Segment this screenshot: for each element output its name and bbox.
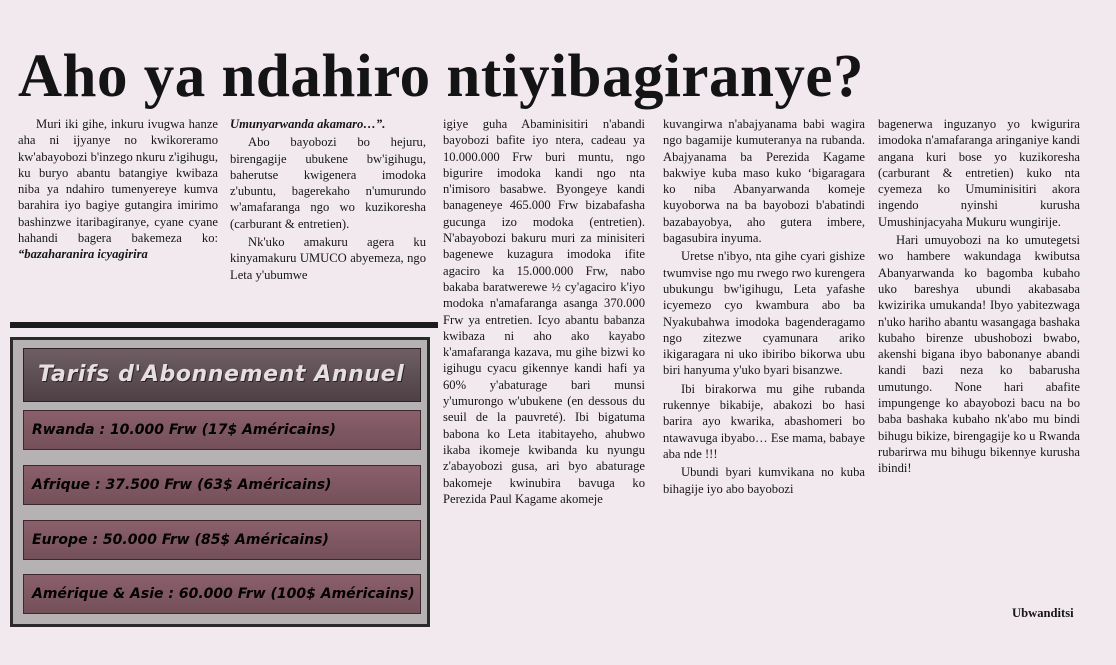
paragraph: Nk'uko amakuru agera ku kinyamakuru UMUCO abyemeza, ngo Leta y'ubumwe: [230, 235, 426, 282]
subscription-rates-box: [10, 337, 430, 627]
paragraph: [230, 116, 426, 132]
paragraph-text: Muri iki gihe, inkuru ivugwa hanze aha ni ijyanye no kwikoreramo kw'abayobozi b'inzego nkuru z'igihugu, ku buryo abantu batangiye kwibaza niba ya ndahiro tumenyereye kumva barahira iyo bagiye gutangira imirimo bashinzwe itaribagiranye, cyane cyane hahandi bagera bakemeza ko:: [18, 117, 218, 246]
signature: Ubwanditsi: [1012, 606, 1074, 620]
paragraph: Abo bayobozi bo hejuru, birengagije ubukene bw'igihugu, baherutse kwigenera imodoka z'ubuntu, bagerekaho n'umurundo w'amafaranga ngo wo kuzikoresha (carburant & entretien).: [230, 135, 426, 231]
rate-row-rwanda: Rwanda : 10.000 Frw (17$ Américains): [23, 410, 421, 450]
rate-row-amerique-asie: Amérique & Asie : 60.000 Frw (100$ Américains): [23, 574, 421, 614]
rate-row-europe: Europe : 50.000 Frw (85$ Américains): [23, 520, 421, 560]
article-column-5: [878, 116, 1080, 477]
article-column-1: [18, 116, 218, 263]
paragraph: kuvangirwa n'abajyanama babi wagira ngo bagamije kumuteranya na rubanda. Abajyanama ba Perezida Kagame bakwiye kuba maso kuko ‘bigaragara ko niba Abanyarwanda komeje kuyoborwa na ba bayobozi b'abatindi bazabayobya, aho gutera imbere, bagasubira inyuma.: [663, 117, 865, 246]
subscription-rates-title: Tarifs d'Abonnement Annuel: [23, 348, 421, 402]
rate-row-afrique: Afrique : 37.500 Frw (63$ Américains): [23, 465, 421, 505]
article-column-3: [443, 116, 645, 507]
paragraph: igiye guha Abaminisitiri n'abandi bayobozi bafite iyo ntera, cadeau ya 10.000.000 Frw buri muntu, ngo bigurire imodoka kandi ngo nta n'imisoro basabwe. Byongeye kandi banageneye 465.000 Frw bizabafasha gucunga izo modoka (entretien). N'abayobozi bakuru muri za minisiteri bagenewe kuzagura imodoka ifite agaciro ka 15.000.000 Frw, nabo bakaba baratwerewe ½ cy'agaciro k'iyo modoka n'amafaranga asanga 370.000 Frw ya entretien. Icyo abantu babanza kwibaza ni aho ako kayabo k'amafaranga kazava, mu gihe bizwi ko igihugu cyacu gikennye kandi hafi ya 60% y'abaturage bari munsi y'umurongo w'ubukene (en dessous du seuil de la pauvreté). Ibi bigatuma babona ko Leta itabitayeho, ahubwo ikaba ikomeje kwibanda ku nyungu z'abayobozi gusa, ari byo abaturage bakomeje kwinubira bavuga ko Perezida Paul Kagame akomeje: [443, 117, 645, 506]
quote-text: “bazaharanira icyagirira: [18, 247, 148, 262]
paragraph: Ibi birakorwa mu gihe rubanda rukennye bikabije, abakozi bo hasi barira ayo kwarika, abashomeri bo ntawavuga ibyabo… Ese mama, babaye aba nde !!!: [663, 381, 865, 461]
paragraph: Hari umuyobozi na ko umutegetsi wo hambere wakundaga kwibutsa Abanyarwanda ko bagomba kubaho uko bareshya ubundi akabasaba kwizirika umukanda! Ibyo yabitezwaga n'uko hariho abantu wasangaga bashaka kubaho birenze ubushobozi bwabo, akenshi bigana ibyo babonanye abandi kandi bazi neza ko babarusha umutungo. None hari abafite impungenge ko abayobozi bacu na bo baba bashaka kubaho nk'abo mu bindi bihugu bikize, birengagije ko u Rwanda rubarirwa mu bihugu bikennye kurusha ibindi!: [878, 233, 1080, 476]
paragraph: Uretse n'ibyo, nta gihe cyari gishize twumvise ngo mu rwego rwo kurengera ubukungu bw'igihugu, Leta yafashe icyemezo cyo kwambura abo ba Nyakubahwa imodoka bagenderagamo ngo zitezwe cyamunara ariko ikigaragara ni uko ibiribo bikorwa ubu biri hanyuma y'uko byari bisanzwe.: [663, 249, 865, 378]
article-column-2: [230, 116, 426, 283]
article-column-4: [663, 116, 865, 497]
paragraph: Ubundi byari kumvikana no kuba bihagije iyo abo bayobozi: [663, 465, 865, 496]
paragraph: [18, 116, 218, 263]
section-divider: [10, 322, 438, 328]
paragraph: bagenerwa inguzanyo yo kwigurira imodoka n'amafaranga aringaniye kandi angana kuri bose yo kuzikoresha (carburant & entretien) kuko nta cyemeza ko Umuminisitiri akora ingendo nyinshi kurusha Umushinjacyaha Mukuru wungirije.: [878, 117, 1080, 229]
headline: Aho ya ndahiro ntiyibagiranye?: [18, 42, 865, 110]
quote-text: Umunyarwanda akamaro…”.: [230, 117, 386, 131]
